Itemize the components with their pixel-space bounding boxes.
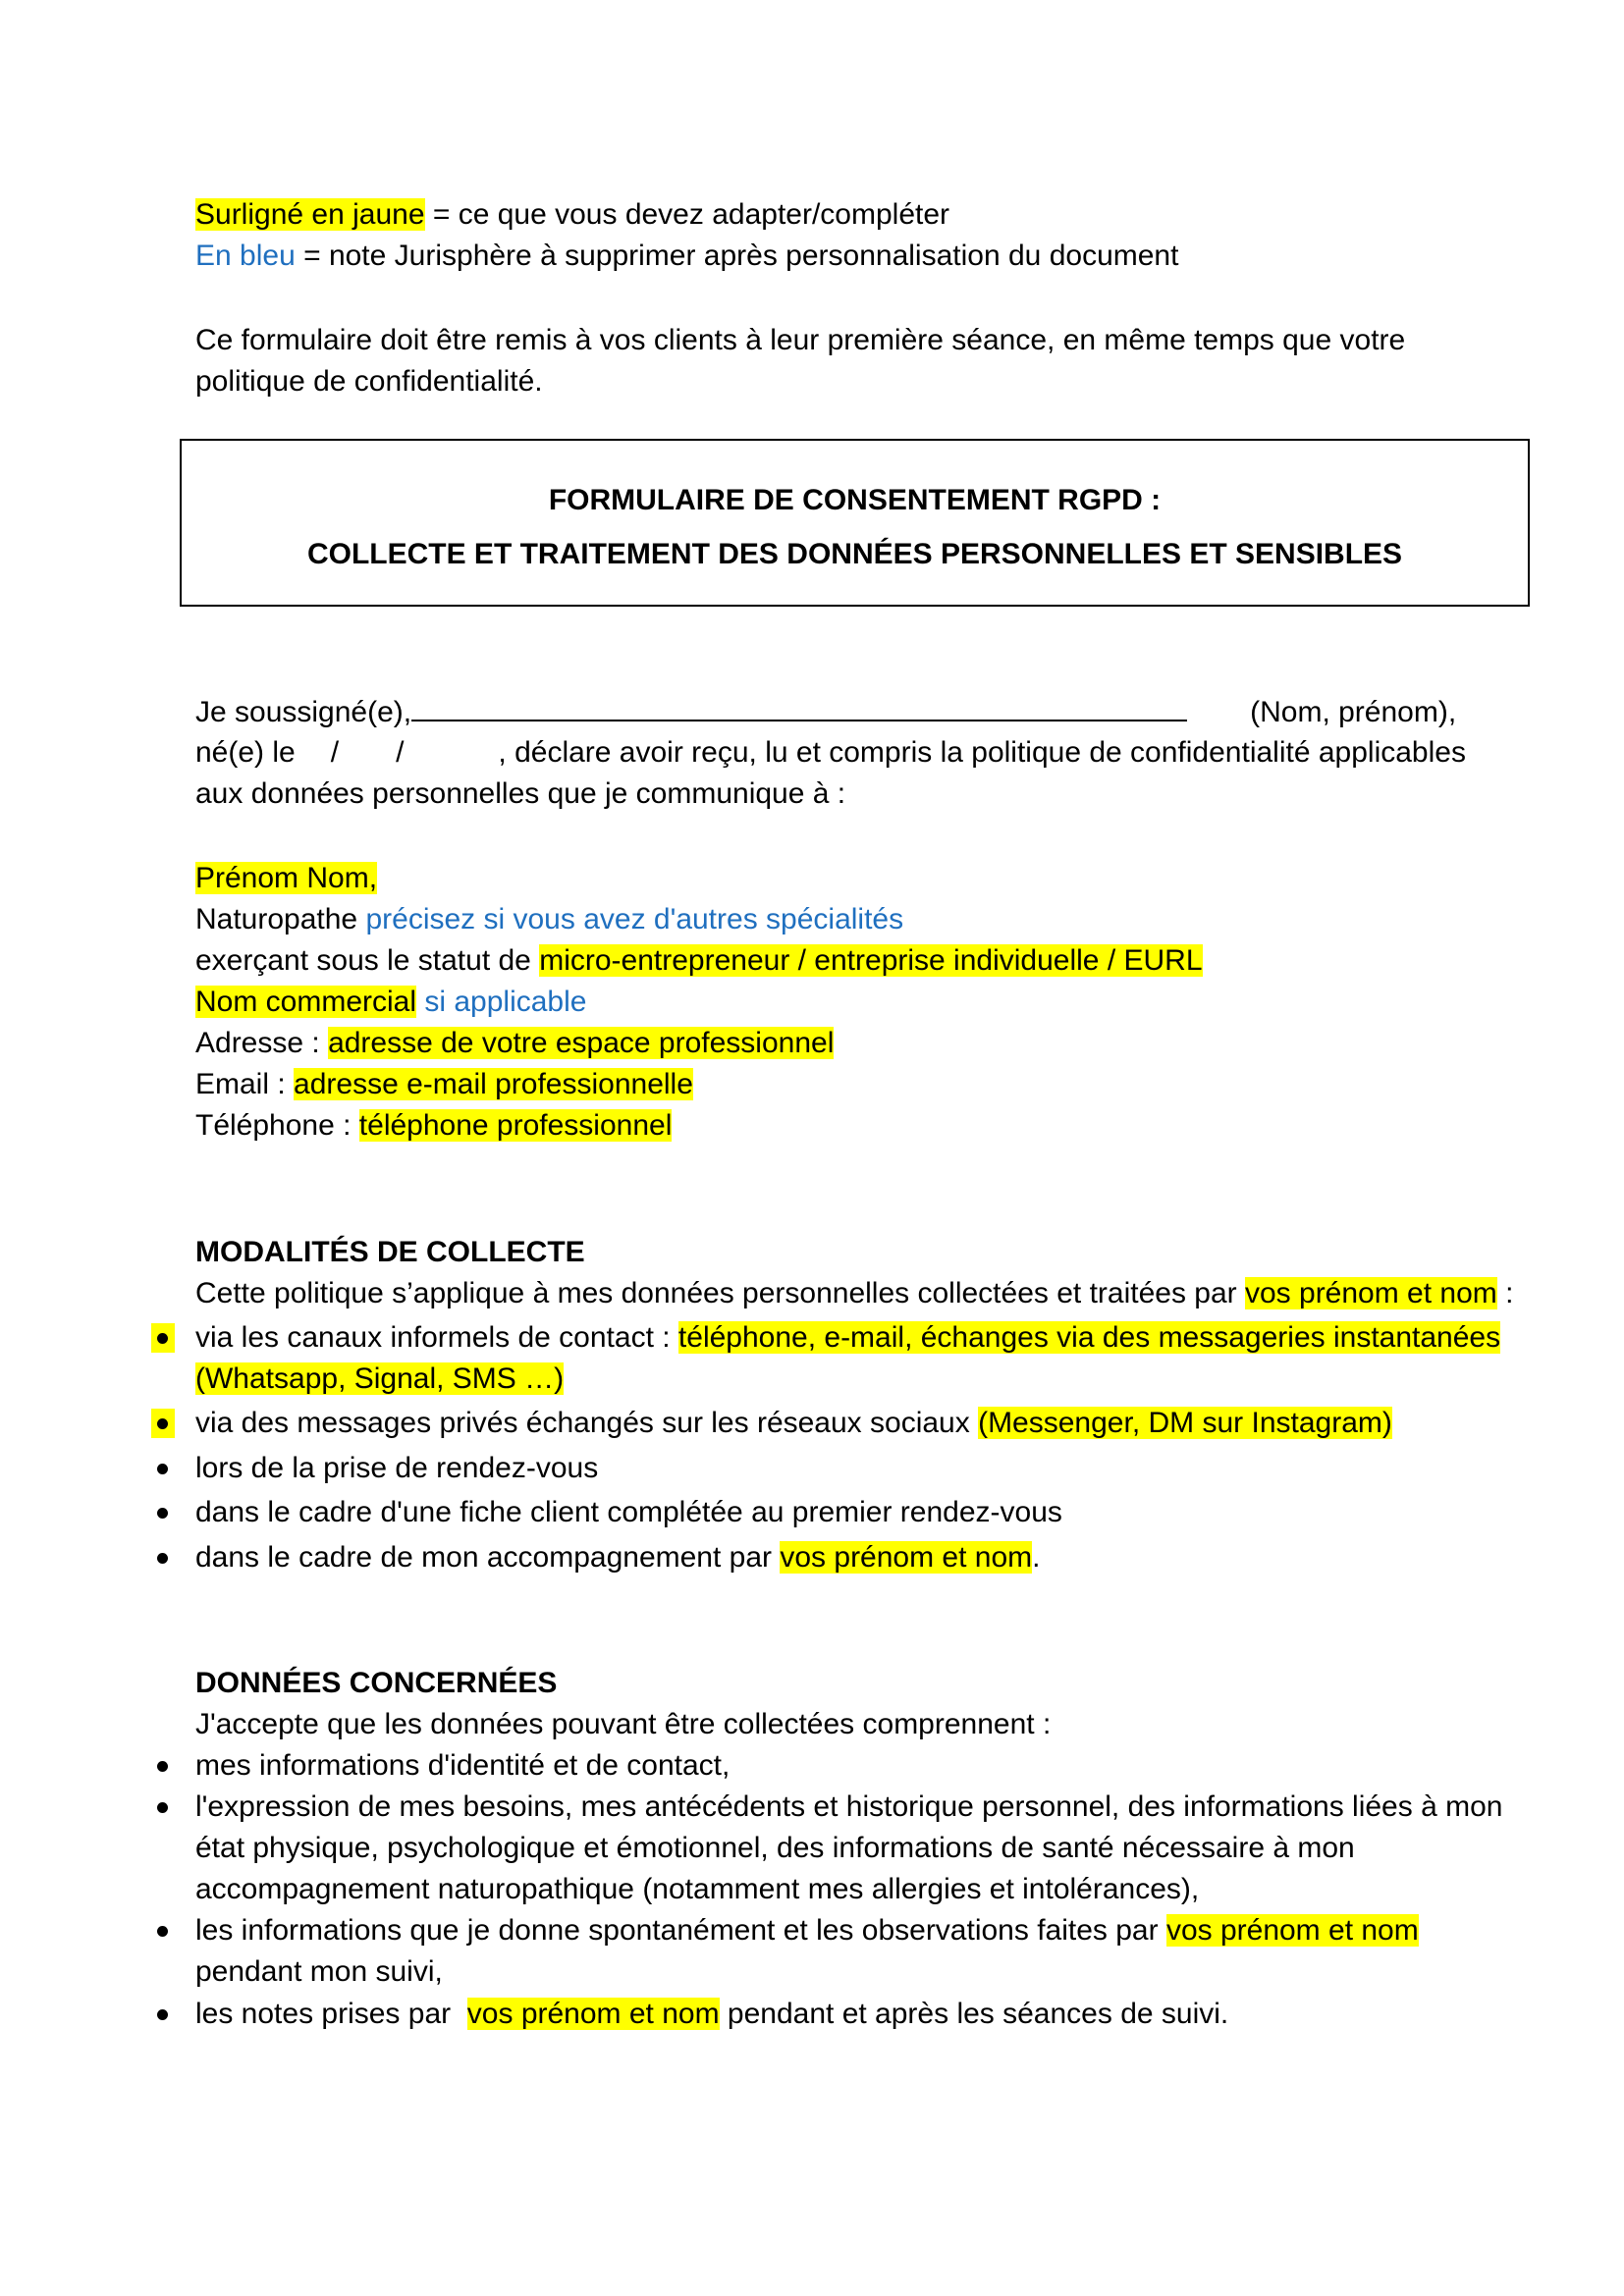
collecte-item-1-prefix: via les canaux informels de contact : (195, 1321, 678, 1354)
practitioner-profession-note: précisez si vous avez d'autres spécialités (365, 903, 904, 935)
practitioner-profession-line (195, 899, 903, 940)
practitioner-email-line (195, 1064, 693, 1105)
collecte-item-1-hl2: (Whatsapp, Signal, SMS …) (195, 1362, 565, 1395)
practitioner-address-line (195, 1023, 834, 1064)
declaration-line-2 (195, 732, 1466, 774)
bullet-icon (157, 1492, 175, 1533)
bullet-icon (157, 1910, 175, 1951)
declaration-line-3: aux données personnelles que je communique à : (195, 777, 846, 810)
bullet-icon (157, 1994, 175, 2035)
address-label: Adresse : (195, 1027, 329, 1059)
bullet-icon (157, 1787, 175, 1828)
legend-yellow-label: Surligné en jaune (195, 198, 425, 231)
collecte-intro-hl: vos prénom et nom (1244, 1277, 1497, 1309)
donnees-item-2-line-2: état physique, psychologique et émotionnel, des informations de santé nécessaire à mon (195, 1832, 1355, 1864)
practitioner-name-line (195, 858, 377, 899)
collecte-item-1 (195, 1317, 1500, 1359)
collecte-item-1-hl: téléphone, e-mail, échanges via des messageries instantanées (677, 1321, 1501, 1354)
donnees-item-3-prefix: les informations que je donne spontanément et les observations faites par (195, 1914, 1166, 1947)
email-label: Email : (195, 1068, 295, 1100)
donnees-heading: DONNÉES CONCERNÉES (195, 1667, 558, 1699)
intro-line-1: Ce formulaire doit être remis à vos clients à leur première séance, en même temps que votre (195, 324, 1406, 356)
born-prefix: né(e) le (195, 736, 296, 769)
status-prefix: exerçant sous le statut de (195, 944, 540, 977)
declaration-suffix: (Nom, prénom), (1250, 696, 1457, 728)
practitioner-status-line (195, 940, 1203, 982)
donnees-item-3-hl: vos prénom et nom (1165, 1914, 1419, 1947)
phone-value: téléphone professionnel (358, 1109, 673, 1142)
title-line-2: COLLECTE ET TRAITEMENT DES DONNÉES PERSONNELLES ET SENSIBLES (306, 538, 1403, 570)
donnees-item-1: mes informations d'identité et de contact, (195, 1749, 731, 1782)
practitioner-phone-line (195, 1105, 672, 1147)
donnees-item-4-hl: vos prénom et nom (466, 1998, 720, 2030)
donnees-item-4-suffix: pendant et après les séances de suivi. (719, 1998, 1229, 2030)
collecte-item-5 (195, 1537, 1041, 1578)
title-box (180, 439, 1530, 607)
bullet-icon (157, 1537, 175, 1578)
trade-note: si applicable (416, 986, 587, 1018)
collecte-heading: MODALITÉS DE COLLECTE (195, 1236, 585, 1268)
bullet-icon (157, 1745, 175, 1787)
collecte-item-2-hl: (Messenger, DM sur Instagram) (978, 1407, 1392, 1439)
collecte-item-2 (195, 1403, 1392, 1444)
legend-blue-text: = note Jurisphère à supprimer après personnalisation du document (295, 240, 1179, 272)
donnees-intro: J'accepte que les données pouvant être collectées comprennent : (195, 1708, 1052, 1740)
status-value: micro-entrepreneur / entreprise individuelle / EURL (539, 944, 1203, 977)
bullet-icon (157, 1403, 175, 1444)
title-line-1: FORMULAIRE DE CONSENTEMENT RGPD : (548, 484, 1162, 516)
donnees-item-4 (195, 1994, 1228, 2035)
date-slash-1: / (330, 736, 340, 769)
legend-yellow (195, 194, 949, 236)
bullet-icon (157, 1448, 175, 1489)
collecte-intro-suffix: : (1496, 1277, 1514, 1309)
declaration-line-1 (195, 690, 1456, 733)
donnees-item-2-line-3: accompagnement naturopathique (notamment mes allergies et intolérances), (195, 1873, 1200, 1905)
trade-name: Nom commercial (195, 986, 417, 1018)
donnees-item-3 (195, 1910, 1419, 1951)
collecte-item-3: lors de la prise de rendez-vous (195, 1452, 599, 1484)
intro-line-2: politique de confidentialité. (195, 365, 543, 398)
collecte-intro (195, 1273, 1513, 1314)
name-blank-field[interactable] (411, 690, 1187, 721)
practitioner-profession: Naturopathe (195, 903, 366, 935)
legend-blue-label: En bleu (195, 240, 296, 272)
collecte-item-5-hl: vos prénom et nom (780, 1541, 1033, 1574)
legend-yellow-text: = ce que vous devez adapter/compléter (424, 198, 950, 231)
donnees-item-2-line-1: l'expression de mes besoins, mes antécédents et historique personnel, des informations liées à mon (195, 1790, 1503, 1823)
email-value: adresse e-mail professionnelle (294, 1068, 693, 1100)
phone-label: Téléphone : (195, 1109, 359, 1142)
bullet-icon (157, 1317, 175, 1359)
collecte-item-2-prefix: via des messages privés échangés sur les réseaux sociaux (195, 1407, 979, 1439)
practitioner-name: Prénom Nom, (195, 862, 378, 894)
donnees-item-3-line-2: pendant mon suivi, (195, 1955, 443, 1988)
donnees-item-4-prefix: les notes prises par (195, 1998, 467, 2030)
collecte-item-5-prefix: dans le cadre de mon accompagnement par (195, 1541, 781, 1574)
born-suffix: , déclare avoir reçu, lu et compris la politique de confidentialité applicables (498, 736, 1466, 769)
collecte-item-1-cont (195, 1359, 564, 1400)
declaration-prefix: Je soussigné(e), (195, 696, 412, 728)
collecte-intro-prefix: Cette politique s’applique à mes données personnelles collectées et traitées par (195, 1277, 1245, 1309)
address-value: adresse de votre espace professionnel (328, 1027, 835, 1059)
legend-blue (195, 236, 1178, 277)
collecte-item-5-suffix: . (1032, 1541, 1041, 1574)
collecte-item-4: dans le cadre d'une fiche client complétée au premier rendez-vous (195, 1496, 1062, 1528)
date-slash-2: / (396, 736, 405, 769)
practitioner-trade-line (195, 982, 586, 1023)
